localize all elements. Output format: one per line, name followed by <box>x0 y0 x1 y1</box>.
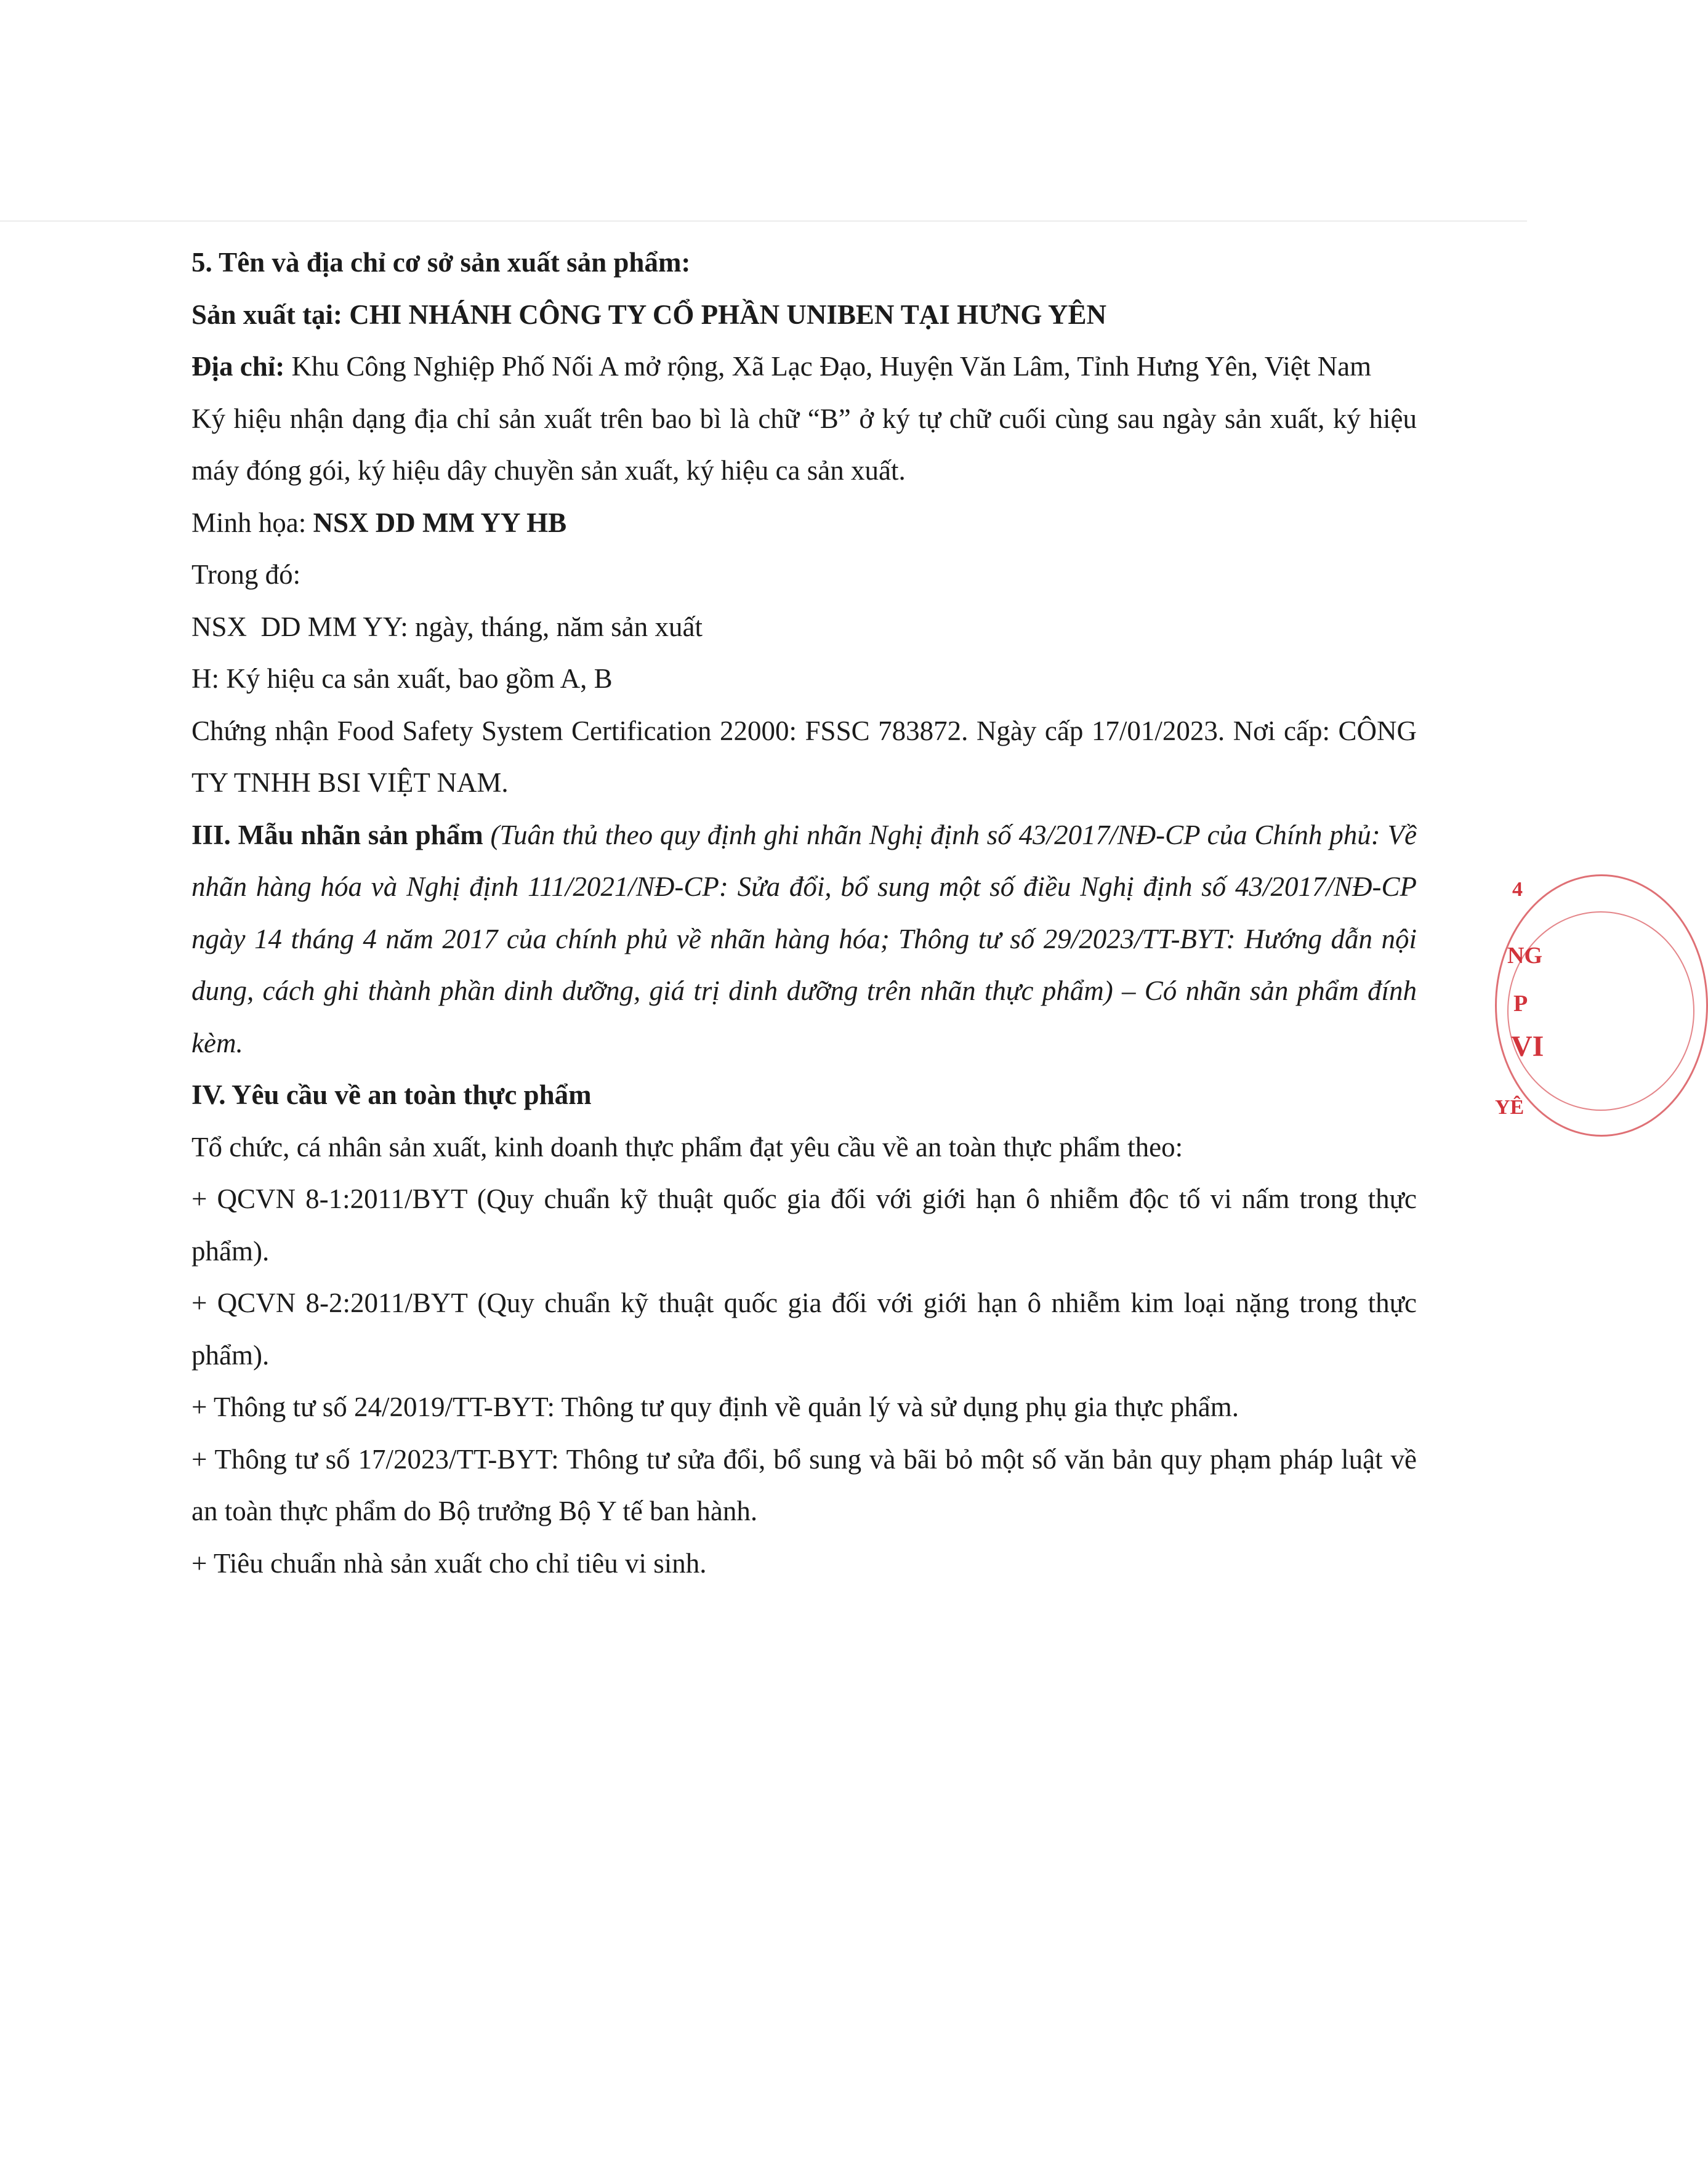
produced-at-line <box>191 289 1417 341</box>
example-line <box>191 497 1417 549</box>
stamp-fragment: 4 <box>1512 878 1523 901</box>
section-5-heading: 5. Tên và địa chỉ cơ sở sản xuất sản phẩm: <box>191 247 691 278</box>
stamp-fragment: P <box>1513 991 1528 1017</box>
address-label: Địa chỉ: <box>191 351 285 382</box>
produced-at-value: CHI NHÁNH CÔNG TY CỔ PHẦN UNIBEN TẠI HƯNG YÊN <box>349 299 1106 330</box>
example-value: NSX DD MM YY HB <box>313 507 567 538</box>
stamp-fragment: NG <box>1507 943 1542 969</box>
stamp-fragment: VI <box>1511 1030 1544 1063</box>
section-3-paragraph <box>191 809 1417 1070</box>
example-label: Minh họa: <box>191 507 313 538</box>
certification-paragraph: Chứng nhận Food Safety System Certification 22000: FSSC 783872. Ngày cấp 17/01/2023. Nơi cấp: CÔNG TY TNHH BSI VIỆT NAM. <box>191 715 1417 798</box>
list-item: + QCVN 8-1:2011/BYT (Quy chuẩn kỹ thuật quốc gia đối với giới hạn ô nhiễm độc tố vi nấm trong thực phẩm). <box>191 1183 1417 1267</box>
symbol-note: Ký hiệu nhận dạng địa chỉ sản xuất trên bao bì là chữ “B” ở ký tự chữ cuối cùng sau ngày sản xuất, ký hiệu máy đóng gói, ký hiệu dây chuyền sản xuất, ký hiệu ca sản xuất. <box>191 403 1417 486</box>
list-item: + Thông tư số 24/2019/TT-BYT: Thông tư quy định về quản lý và sử dụng phụ gia thực phẩm. <box>191 1392 1239 1422</box>
legend-date: NSX DD MM YY: ngày, tháng, năm sản xuất <box>191 611 703 642</box>
address-value: Khu Công Nghiệp Phố Nối A mở rộng, Xã Lạc Đạo, Huyện Văn Lâm, Tỉnh Hưng Yên, Việt Nam <box>284 351 1372 382</box>
list-item: + Thông tư số 17/2023/TT-BYT: Thông tư sửa đổi, bổ sung và bãi bỏ một số văn bản quy phạm pháp luật về an toàn thực phẩm do Bộ trưởng Bộ Y tế ban hành. <box>191 1443 1417 1526</box>
section-3-note: (Tuân thủ theo quy định ghi nhãn Nghị định số 43/2017/NĐ-CP của Chính phủ: Về nhãn hàng hóa và Nghị định 111/2021/NĐ-CP: Sửa đổi, bổ sung một số điều Nghị định số 43/2017/NĐ-CP ngày 14 tháng 4 năm 2017 của chính phủ về nhãn hàng hóa; Thông tư số 29/2023/TT-BYT: Hướng dẫn nội dung, cách ghi thành phần dinh dưỡng, giá trị dinh dưỡng trên nhãn thực phẩm) – Có nhãn sản phẩm đính kèm. <box>191 819 1417 1058</box>
address-paragraph <box>191 341 1417 393</box>
where-label: Trong đó: <box>191 559 301 590</box>
red-seal-stamp <box>1489 850 1544 1145</box>
section-3-heading: III. Mẫu nhãn sản phẩm <box>191 819 483 850</box>
stamp-inner-ring <box>1507 911 1694 1111</box>
list-item: + Tiêu chuẩn nhà sản xuất cho chỉ tiêu vi sinh. <box>191 1547 707 1579</box>
document-page <box>191 236 1417 1589</box>
section-4-intro: Tổ chức, cá nhân sản xuất, kinh doanh thực phẩm đạt yêu cầu về an toàn thực phẩm theo: <box>191 1131 1183 1163</box>
stamp-fragment: YÊ <box>1495 1096 1525 1119</box>
list-item: + QCVN 8-2:2011/BYT (Quy chuẩn kỹ thuật quốc gia đối với giới hạn ô nhiễm kim loại nặng trong thực phẩm). <box>191 1288 1417 1371</box>
legend-shift: H: Ký hiệu ca sản xuất, bao gồm A, B <box>191 663 613 694</box>
page-fold-line <box>0 220 1527 222</box>
produced-at-label: Sản xuất tại: <box>191 299 350 330</box>
section-4-heading: IV. Yêu cầu về an toàn thực phẩm <box>191 1079 592 1110</box>
